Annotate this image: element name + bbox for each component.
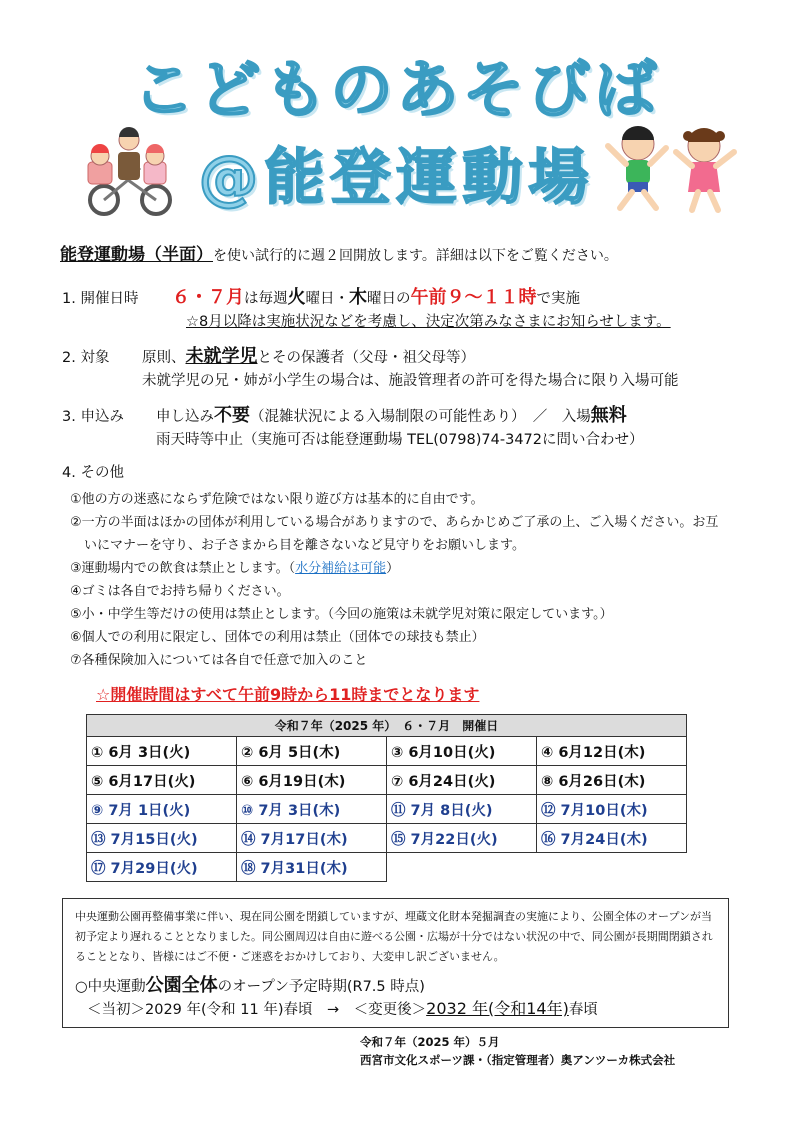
- schedule-date: ⑨ 7月 1日(火): [87, 795, 237, 824]
- schedule-change-pre: ＜当初＞2029 年(令和 11 年)春頃 → ＜変更後＞: [87, 1002, 427, 1018]
- note-item: ②一方の半面はほかの団体が利用している場合がありますので、あらかじめご了承の上、ご入場ください。お互いにマナーを守り、お子さまから目を離さないなど見守りをお願いします。: [70, 515, 719, 553]
- section2-label: 2. 対象: [62, 350, 110, 366]
- jumping-kids-illustration: [600, 122, 740, 218]
- note-item: ①他の方の迷惑にならず危険ではない限り遊び方は基本的に自由です。: [70, 492, 484, 507]
- section1-text-2: 曜日・: [305, 291, 349, 307]
- schedule-date: ③ 6月10日(火): [387, 737, 537, 766]
- schedule-date: ⑰ 7月29日(火): [87, 853, 237, 882]
- title-line-2: @能登運動場: [198, 143, 595, 213]
- schedule-date: ⑭ 7月17日(木): [237, 824, 387, 853]
- schedule-date: ⑥ 6月19日(木): [237, 766, 387, 795]
- section4-label: 4. その他: [62, 465, 124, 481]
- intro-highlight: 能登運動場（半面）: [60, 245, 213, 265]
- schedule-date: ② 6月 5日(木): [237, 737, 387, 766]
- section3-mid: （混雑状況による入場制限の可能性あり） ／ 入場: [250, 409, 591, 425]
- schedule-change-emph: 2032 年(令和14年): [426, 999, 569, 1018]
- note-item-drinks: [70, 557, 730, 580]
- section3-not-required: 不要: [214, 405, 250, 426]
- section1-text-1: は毎週: [244, 291, 288, 307]
- opening-pre: ○中央運動: [75, 979, 146, 995]
- section3-pre: 申し込み: [156, 409, 214, 425]
- schedule-date: ① 6月 3日(火): [87, 737, 237, 766]
- note-item: ⑤小・中学生等だけの使用は禁止とします。（今回の施策は未就学児対策に限定しています。）: [70, 607, 613, 622]
- section3-label: 3. 申込み: [62, 409, 124, 425]
- schedule-empty: [537, 853, 687, 882]
- footer-date: 令和７年（2025 年）５月: [360, 1035, 500, 1049]
- schedule-date: ⑯ 7月24日(木): [537, 824, 687, 853]
- schedule-date: ⑱ 7月31日(木): [237, 853, 387, 882]
- section1-note: ☆8月以降は実施状況などを考慮し、決定次第みなさまにお知らせします。: [186, 314, 671, 330]
- schedule-empty: [387, 853, 537, 882]
- schedule-date: ⑤ 6月17日(火): [87, 766, 237, 795]
- section-target: [62, 345, 752, 393]
- section3-line2: 雨天時等中止（実施可否は能登運動場 TEL(0798)74-3472に問い合わせ）: [156, 432, 644, 448]
- section3-free: 無料: [590, 405, 627, 426]
- section2-pre: 原則、: [142, 350, 186, 366]
- section2-emphasis: 未就学児: [185, 346, 258, 367]
- section-other-notes: [70, 488, 730, 672]
- bicycle-family-illustration: [82, 122, 178, 218]
- schedule-date: ⑫ 7月10日(木): [537, 795, 687, 824]
- section1-label: 1. 開催日時: [62, 291, 139, 307]
- schedule-date: ⑩ 7月 3日(木): [237, 795, 387, 824]
- section1-time: 午前９～１１時: [410, 287, 537, 308]
- intro-body: を使い試行的に週２回開放します。詳細は以下をご覧ください。: [213, 248, 618, 264]
- note3-post: ）: [386, 561, 400, 576]
- section1-text-4: で実施: [536, 291, 580, 307]
- note-item: ④ゴミは各自でお持ち帰りください。: [70, 584, 290, 599]
- note-item: ⑦各種保険加入については各自で任意で加入のこと: [70, 653, 368, 668]
- opening-post: のオープン予定時期(R7.5 時点): [217, 979, 425, 995]
- schedule-header: 令和７年（2025 年） ６・７月 開催日: [87, 715, 687, 737]
- section1-months: ６・７月: [172, 287, 244, 308]
- note-item: ⑥個人での利用に限定し、団体での利用は禁止（団体での球技も禁止）: [70, 630, 485, 645]
- section2-post: とその保護者（父母・祖父母等）: [257, 350, 475, 366]
- schedule-table: [86, 714, 687, 882]
- park-opening-schedule: [75, 998, 716, 1021]
- water-link[interactable]: 水分補給は可能: [295, 561, 387, 576]
- intro-text: [60, 240, 760, 265]
- opening-emph: 公園全体: [145, 975, 218, 996]
- park-info-box: [62, 898, 729, 1028]
- section2-line2: 未就学児の兄・姉が小学生の場合は、施設管理者の許可を得た場合に限り入場可能: [142, 373, 679, 389]
- hours-notice: ☆開催時間はすべて午前9時から11時までとなります: [96, 685, 480, 704]
- schedule-date: ⑪ 7月 8日(火): [387, 795, 537, 824]
- schedule-change-post: 春頃: [568, 1002, 598, 1018]
- park-info-paragraph: 中央運動公園再整備事業に伴い、現在同公園を閉鎖していますが、埋蔵文化財本発掘調査の実施により、公園全体のオープンが当初予定より遅れることとなりました。同公園周辺は自由に遊べる公園・広場が十分ではない状況の中で、同公園が長期間閉鎖されることとなり、皆様にはご不便・ご迷惑をおかけしており、大変申し訳ございません。: [75, 910, 713, 963]
- footer-organization: 西宮市文化スポーツ課・（指定管理者）奥アンツーカ株式会社: [360, 1053, 676, 1067]
- note3-pre: ③運動場内での飲食は禁止とします。（: [70, 561, 296, 576]
- schedule-date: ⑮ 7月22日(火): [387, 824, 537, 853]
- title-line-1: こどものあそびば: [132, 53, 661, 126]
- park-opening-title: [75, 975, 716, 998]
- schedule-date: ⑦ 6月24日(火): [387, 766, 537, 795]
- schedule-date: ⑧ 6月26日(木): [537, 766, 687, 795]
- schedule-date: ⑬ 7月15日(火): [87, 824, 237, 853]
- schedule-date: ④ 6月12日(木): [537, 737, 687, 766]
- section1-text-3: 曜日の: [367, 291, 411, 307]
- section-date-time: [62, 286, 752, 334]
- section1-day-tue: 火: [287, 287, 306, 308]
- section-application: [62, 404, 752, 452]
- section1-day-thu: 木: [349, 287, 367, 308]
